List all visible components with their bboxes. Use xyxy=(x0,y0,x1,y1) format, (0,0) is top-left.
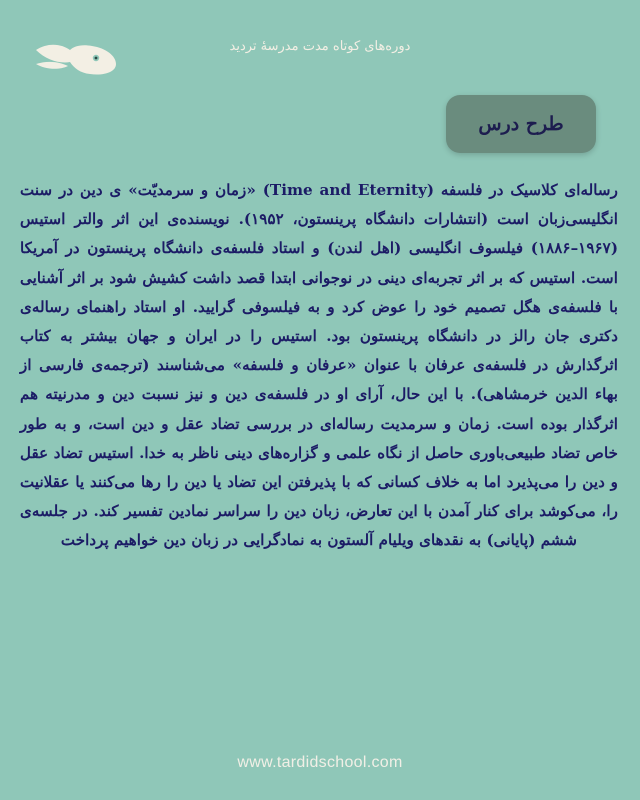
lesson-description: رساله‌ای کلاسیک در فلسفه (Time and Eternity) «زمان و سرمدیّت» ی دین در سنت انگلیسی‌زبان است (انتشارات دانشگاه پرینستون، ۱۹۵۲). نویسنده‌ی این اثر والتر استیس (۱۹۶۷–۱۸۸۶) فیلسوف انگلیسی (اهل لندن) و استاد فلسفه‌ی دانشگاه پرینستون در آمریکا است. استیس که بر اثر تجربه‌ای دینی در نوجوانی ابتدا قصد داشت کشیش شود بر اثر آشنایی با فلسفه‌ی هگل تصمیم خود را عوض کرد و به فیلسوفی گرایید. او استاد راهنمای رساله‌ی دکتری جان رالز در دانشگاه پرینستون بود. استیس را در ایران و جهان بیشتر به کتاب اثرگذارش در فلسفه‌ی عرفان با عنوان «عرفان و فلسفه» می‌شناسند (ترجمه‌ی فارسی از بهاء الدین خرمشاهی). با این حال، آرای او در فلسفه‌ی دین و نیز نسبت دین و مدرنیته هم اثرگذار بوده است. زمان و سرمدیت رساله‌ای در بررسی تضاد عقل و دین است، و به طور خاص تضاد طبیعی‌باوری حاصل از نگاه علمی و گزاره‌های دینی ناظر به خدا. استیس تضاد عقل و دین را می‌پذیرد اما به خلاف کسانی که با پذیرفتن این تضاد یا دین را رها می‌کنند یا عقلانیت را، می‌کوشد برای کنار آمدن با این تعارض، زبان دین را سراسر نمادین تفسیر کند. در جلسه‌ی ششم (پایانی) به نقدهای ویلیام آلستون به نمادگرایی در زبان دین خواهیم پرداخت xyxy=(20,181,618,550)
school-name: دوره‌های کوتاه مدت مدرسهٔ تردید xyxy=(229,39,411,54)
duck-rabbit-icon xyxy=(34,38,118,78)
lesson-plan-badge xyxy=(446,95,596,153)
lesson-plan-title: طرح درس xyxy=(478,113,564,135)
website-url[interactable]: www.tardidschool.com xyxy=(237,754,403,771)
